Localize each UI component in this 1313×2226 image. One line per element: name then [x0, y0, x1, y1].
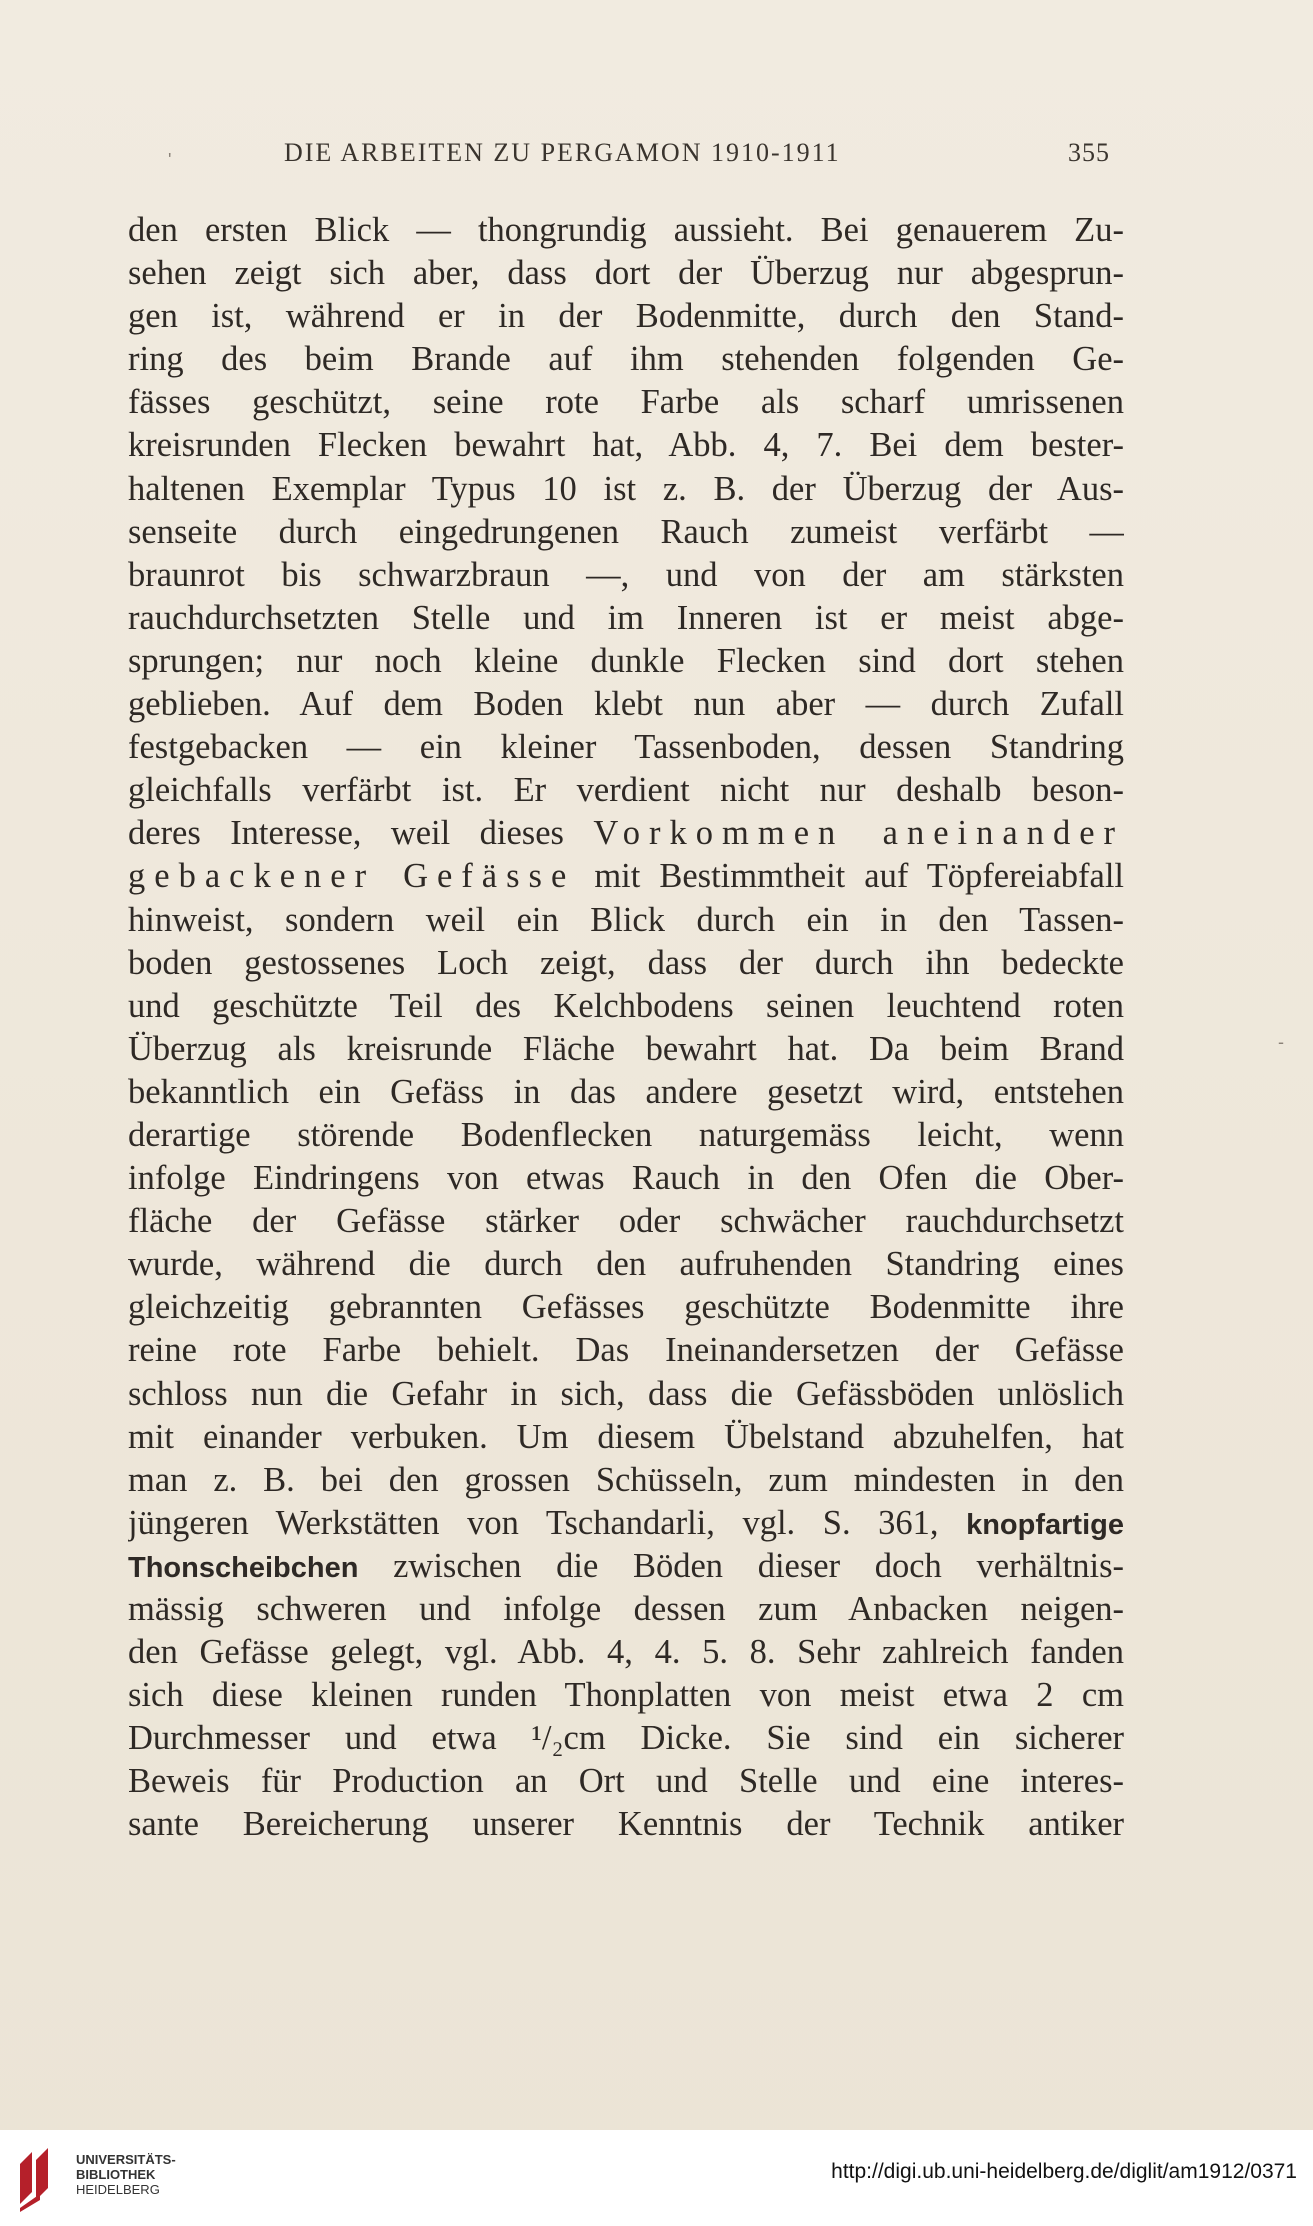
text-segment: deres Interesse, weil dieses [128, 814, 564, 853]
text-line [128, 812, 1124, 855]
emphasized-text: gebackener Gefässe [128, 857, 576, 896]
body-text [128, 209, 1124, 1847]
text-line: derartige störende Bodenflecken naturgemäss leicht, wenn [128, 1115, 1124, 1154]
page-number: 355 [1068, 138, 1110, 167]
text-line: reine rote Farbe behielt. Das Ineinandersetzen der Gefässe [128, 1331, 1124, 1370]
text-line: haltenen Exemplar Typus 10 ist z. B. der Überzug der Aus- [128, 469, 1124, 508]
text-line: sehen zeigt sich aber, dass dort der Überzug nur abgesprun- [128, 254, 1124, 293]
text-line: hinweist, sondern weil ein Blick durch ein in den Tassen- [128, 900, 1124, 939]
running-head [284, 138, 1110, 178]
text-segment: jüngeren Werkstätten von Tschandarli, vgl. S. 361, [128, 1503, 939, 1542]
running-title: DIE ARBEITEN ZU PERGAMON 1910-1911 [284, 138, 841, 167]
text-line: fässes geschützt, seine rote Farbe als scharf umrissenen [128, 383, 1124, 422]
text-line [128, 1717, 1124, 1760]
library-name-line: UNIVERSITÄTS- [76, 2152, 176, 2167]
library-name-line: HEIDELBERG [76, 2182, 160, 2197]
text-line: bekanntlich ein Gefäss in das andere gesetzt wird, entstehen [128, 1072, 1124, 1111]
text-line: wurde, während die durch den aufruhenden Standring eines [128, 1245, 1124, 1284]
text-line: boden gestossenes Loch zeigt, dass der durch ihn bedeckte [128, 943, 1124, 982]
text-line: sante Bereicherung unserer Kenntnis der Technik antiker [128, 1805, 1124, 1844]
text-line: rauchdurchsetzten Stelle und im Inneren ist er meist abge- [128, 598, 1124, 637]
digitization-footer [0, 2130, 1313, 2226]
text-line: infolge Eindringens von etwas Rauch in den Ofen die Ober- [128, 1159, 1124, 1198]
text-line: fläche der Gefässe stärker oder schwächer rauchdurchsetzt [128, 1202, 1124, 1241]
heidelberg-library-logo-icon [12, 2142, 72, 2212]
text-line [128, 1545, 1124, 1588]
text-line: braunrot bis schwarzbraun —, und von der am stärksten [128, 555, 1124, 594]
text-line: sich diese kleinen runden Thonplatten von meist etwa 2 cm [128, 1676, 1124, 1715]
margin-mark: - [1278, 1032, 1284, 1052]
text-line: kreisrunden Flecken bewahrt hat, Abb. 4, 7. Bei dem bester- [128, 426, 1124, 465]
text-line: gleichzeitig gebrannten Gefässes geschützte Bodenmitte ihre [128, 1288, 1124, 1327]
text-segment: Durchmesser und etwa [128, 1719, 497, 1758]
text-line: mässig schweren und infolge dessen zum Anbacken neigen- [128, 1590, 1124, 1628]
emphasized-text: Vorkommen aneinander [593, 814, 1124, 853]
text-line: man z. B. bei den grossen Schüsseln, zum mindesten in den [128, 1460, 1124, 1499]
text-line: sprungen; nur noch kleine dunkle Flecken sind dort stehen [128, 641, 1124, 680]
text-line: gleichfalls verfärbt ist. Er verdient nicht nur deshalb beson- [128, 771, 1124, 810]
text-segment: cm Dicke. Sie sind ein sicherer [563, 1719, 1124, 1758]
text-line: senseite durch eingedrungenen Rauch zumeist verfärbt — [128, 512, 1124, 551]
library-name [76, 2152, 176, 2197]
text-line: und geschützte Teil des Kelchbodens seinen leuchtend roten [128, 986, 1124, 1025]
fraction: ¹/₂ [531, 1719, 564, 1758]
text-line: Überzug als kreisrunde Fläche bewahrt hat. Da beim Brand [128, 1029, 1124, 1068]
text-line: geblieben. Auf dem Boden klebt nun aber — durch Zufall [128, 685, 1124, 724]
bold-term: knopfartige [966, 1508, 1124, 1541]
text-segment: zwischen die Böden dieser doch verhältnis- [393, 1546, 1124, 1585]
text-line: mit einander verbuken. Um diesem Übelstand abzuhelfen, hat [128, 1417, 1124, 1456]
text-line [128, 855, 1124, 898]
text-line: schloss nun die Gefahr in sich, dass die Gefässböden unlöslich [128, 1374, 1124, 1413]
bold-term: Thonscheibchen [128, 1551, 359, 1584]
text-line: den ersten Blick — thongrundig aussieht. Bei genauerem Zu- [128, 211, 1124, 249]
text-line: den Gefässe gelegt, vgl. Abb. 4, 4. 5. 8. Sehr zahlreich fanden [128, 1633, 1124, 1672]
text-line: ring des beim Brande auf ihm stehenden folgenden Ge- [128, 340, 1124, 379]
text-line: festgebacken — ein kleiner Tassenboden, dessen Standring [128, 728, 1124, 767]
text-line [128, 1502, 1124, 1545]
permalink-url[interactable]: http://digi.ub.uni-heidelberg.de/diglit/am1912/0371 [831, 2160, 1297, 2183]
library-name-line: BIBLIOTHEK [76, 2167, 156, 2182]
text-line: gen ist, während er in der Bodenmitte, durch den Stand- [128, 297, 1124, 336]
margin-mark: ' [168, 150, 172, 170]
text-segment: mit Bestimmtheit auf Töpfereiabfall [594, 857, 1124, 896]
text-line: Beweis für Production an Ort und Stelle und eine interes- [128, 1762, 1124, 1801]
